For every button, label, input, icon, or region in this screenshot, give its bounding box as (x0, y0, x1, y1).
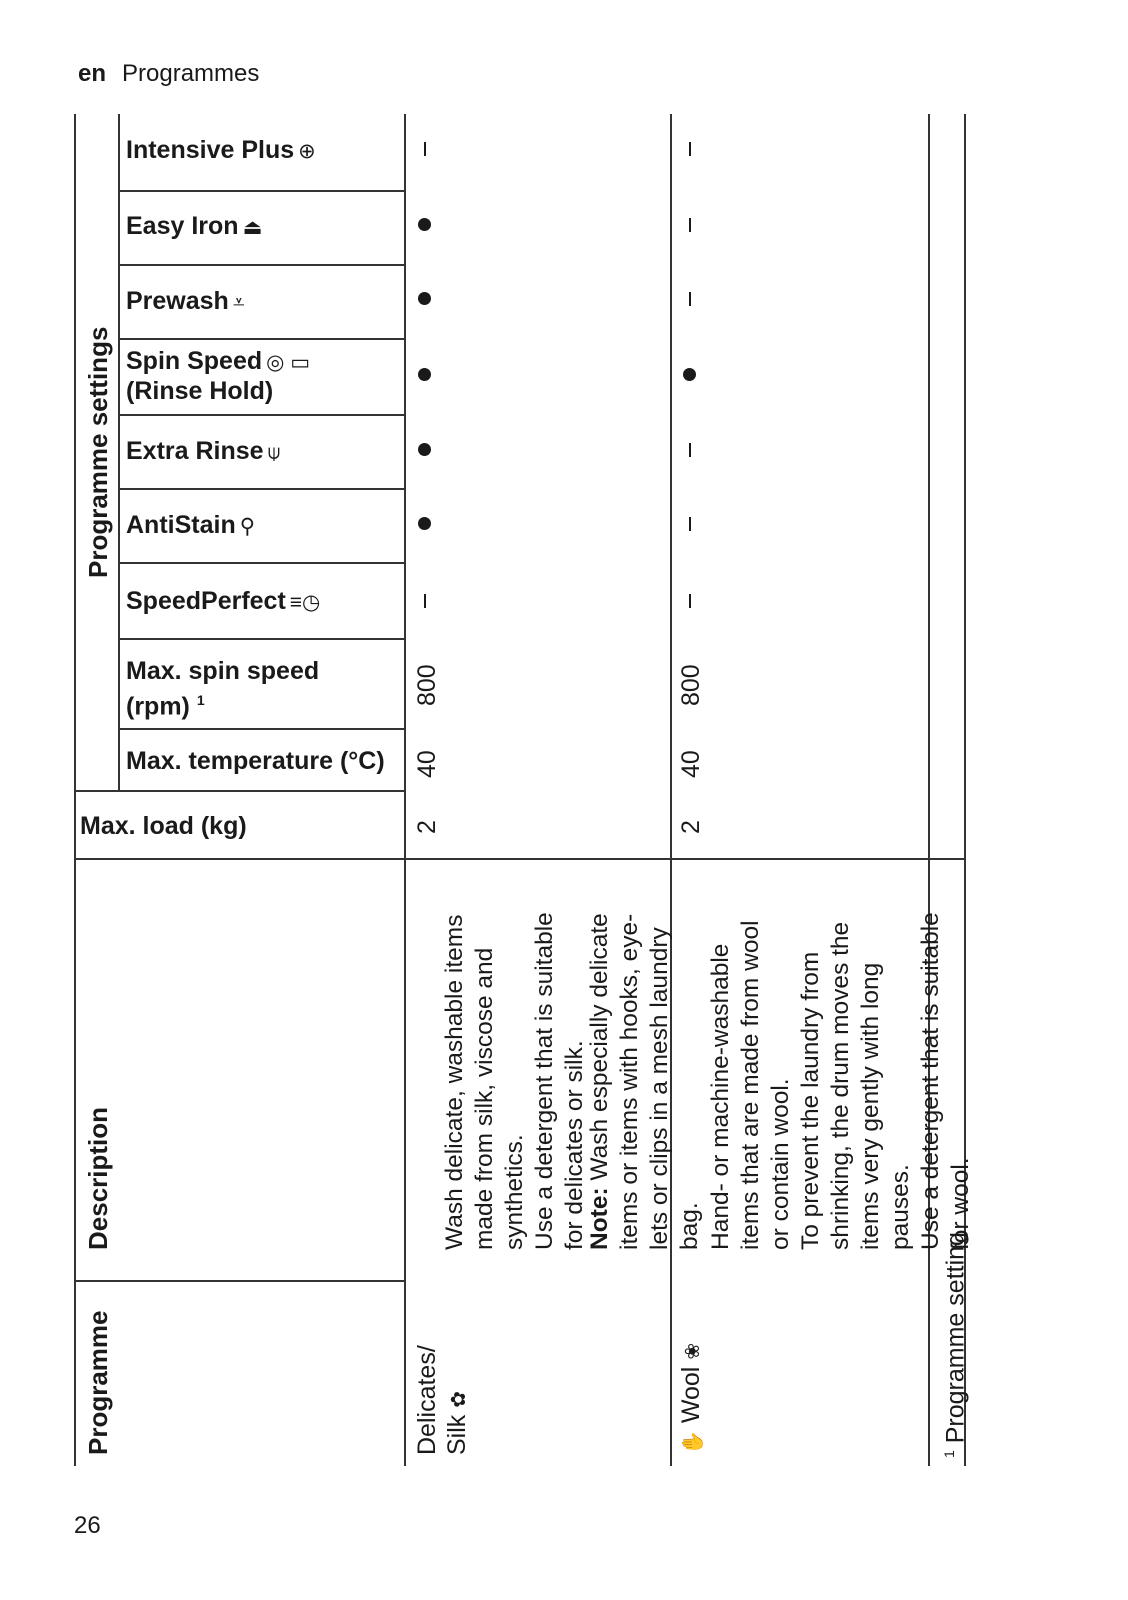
row1-max-load: 2 (413, 820, 441, 834)
row2-prewash-dash (689, 292, 691, 306)
row1-max-temp: 40 (413, 750, 441, 778)
note-line: items or items with hooks, eye- (616, 913, 643, 1250)
setting-label: Extra Rinse (126, 437, 264, 465)
spin-rinse-hold-icon: ◎ ▭ (266, 351, 311, 374)
settings-group-border (118, 114, 120, 790)
description-bottom (74, 1280, 404, 1282)
setting-intensive-plus (126, 136, 316, 166)
row2-antistain-dash (689, 517, 691, 531)
row-divider-2 (670, 114, 672, 1466)
row1-max-spin: 800 (413, 664, 441, 706)
desc-line: Use a detergent that is suitable (531, 912, 558, 1250)
section-title: Programmes (122, 60, 260, 87)
desc-line: items very gently with long (857, 962, 884, 1250)
wool-hand-icon: ✋ (682, 1430, 704, 1455)
row2-intensive-plus-dash (689, 142, 691, 156)
programme-header: Programme (83, 1310, 113, 1455)
settings-separator (118, 638, 404, 640)
setting-label: Max. spin speed (126, 657, 320, 685)
language-code: en (78, 60, 107, 87)
setting-label: Intensive Plus (126, 136, 295, 164)
desc-line: pauses. (887, 1164, 914, 1250)
programme-name: Wool (677, 1366, 705, 1424)
settings-bottom (74, 790, 404, 792)
footnote (934, 1232, 970, 1458)
settings-separator (118, 264, 404, 266)
intensive-plus-icon: ⊕ (298, 140, 316, 163)
note-line: bag. (676, 1202, 703, 1250)
footnote-ref: 1 (196, 692, 205, 708)
desc-line: Use a detergent that is suitable (917, 912, 944, 1250)
programme-name: Delicates/ (413, 1345, 441, 1455)
setting-antistain (126, 511, 255, 541)
programme-settings-header: Programme settings (83, 326, 113, 578)
desc-line: Wash delicate, washable items (441, 914, 468, 1250)
row2-programme (676, 1343, 708, 1455)
setting-label: Prewash (126, 287, 229, 315)
row2-max-spin: 800 (677, 664, 705, 706)
setting-speedperfect (126, 587, 320, 617)
setting-label: SpeedPerfect (126, 587, 286, 615)
desc-line: synthetics. (501, 1134, 528, 1250)
desc-line: or contain wool. (767, 1078, 794, 1250)
row1-programme (412, 1345, 474, 1455)
row2-extra-rinse-dash (689, 443, 691, 457)
setting-label: Spin Speed (126, 347, 263, 375)
row1-spin-rinse-hold-dot (418, 368, 431, 381)
description-header: Description (83, 1106, 113, 1250)
extra-rinse-icon: ⍦ (267, 441, 281, 464)
row1-prewash-dot (418, 292, 431, 305)
row1-speedperfect-dash (424, 594, 426, 608)
row-divider-1 (404, 114, 406, 1466)
desc-line: for wool. (947, 1157, 974, 1250)
antistain-icon: ⚲ (239, 515, 256, 538)
easy-iron-icon: ⏏ (242, 216, 263, 239)
setting-spin-rinse-hold (126, 347, 310, 406)
row1-easy-iron-dot (418, 218, 431, 231)
row2-spin-rinse-hold-dot (683, 368, 696, 381)
desc-line: for delicates or silk. (561, 1040, 588, 1250)
settings-separator (118, 190, 404, 192)
wool-icon: ❀ (682, 1342, 704, 1360)
desc-line: To prevent the laundry from (797, 951, 824, 1250)
setting-label-2: (rpm) (126, 692, 190, 721)
setting-label-2: (Rinse Hold) (126, 377, 274, 405)
row1-antistain-dot (418, 517, 431, 530)
settings-separator (118, 338, 404, 340)
row2-easy-iron-dash (689, 218, 691, 232)
row-divider-3 (928, 114, 930, 1466)
row2-max-load: 2 (677, 820, 705, 834)
setting-label: AntiStain (126, 511, 236, 539)
settings-separator (118, 488, 404, 490)
row1-extra-rinse-dot (418, 443, 431, 456)
delicates-silk-icon: ✿ (448, 1390, 470, 1408)
row2-speedperfect-dash (689, 594, 691, 608)
desc-line: Hand- or machine-washable (707, 943, 734, 1250)
speedperfect-icon: ≡◷ (289, 591, 321, 614)
setting-max-temperature (126, 747, 385, 776)
load-bottom (74, 858, 964, 860)
prewash-icon: ⩡ (232, 291, 245, 314)
note-line: lets or clips in a mesh laundry (646, 927, 673, 1250)
setting-label: Easy Iron (126, 212, 239, 240)
row2-max-temp: 40 (677, 750, 705, 778)
programme-name-2: Silk (443, 1414, 471, 1455)
settings-separator (118, 728, 404, 730)
desc-line: made from silk, viscose and (471, 947, 498, 1250)
setting-easy-iron (126, 212, 262, 242)
setting-label: Max. temperature (°C) (126, 747, 385, 775)
row1-intensive-plus-dash (424, 142, 426, 156)
page-header (78, 60, 259, 88)
note-text: Wash especially delicate (586, 913, 613, 1188)
setting-max-spin-speed (126, 657, 319, 721)
desc-line: items that are made from wool (737, 920, 764, 1250)
setting-prewash (126, 287, 245, 317)
desc-line: shrinking, the drum moves the (827, 921, 854, 1250)
row2-description (676, 912, 976, 1250)
setting-extra-rinse (126, 437, 280, 467)
settings-separator (118, 414, 404, 416)
settings-separator (118, 562, 404, 564)
footnote-number: 1 (941, 1450, 957, 1458)
page-number: 26 (74, 1512, 101, 1539)
note-label: Note: (586, 1187, 613, 1250)
max-load-header: Max. load (kg) (80, 812, 247, 840)
footnote-text: Programme setting (941, 1232, 970, 1444)
